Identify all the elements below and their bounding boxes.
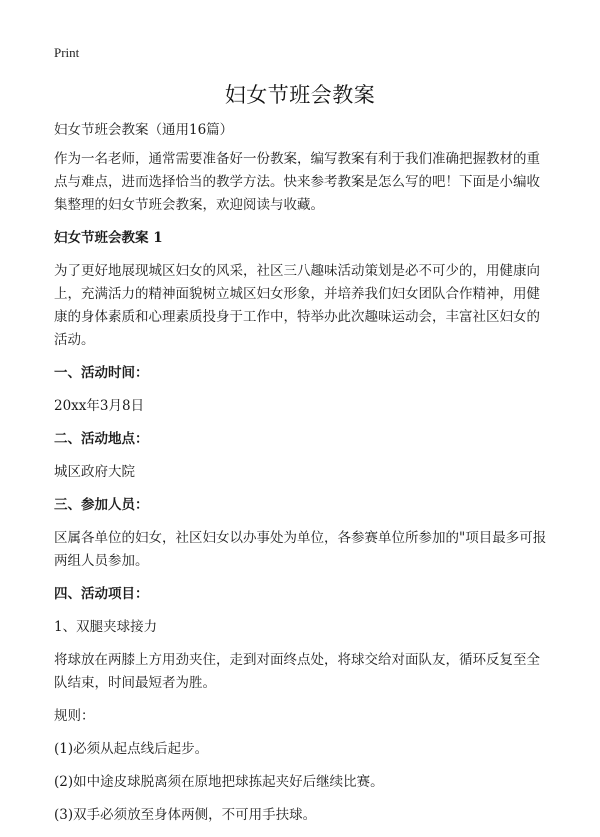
section-title: 妇女节班会教案 1	[54, 230, 163, 246]
heading-activity-place: 二、活动地点：	[54, 431, 149, 447]
heading-activity-items: 四、活动项目：	[54, 586, 149, 602]
intro-paragraph: 作为一名老师，通常需要准备好一份教案，编写教案有利于我们准确把握教材的重点与难点，进而选择恰当的教学方法。快来参考教案是怎么写的吧！下面是小编收集整理的妇女节班会教案，欢迎阅读与收藏。	[54, 151, 540, 213]
document-title: 妇女节班会教案	[224, 83, 376, 107]
activity-place-value: 城区政府大院	[54, 464, 135, 480]
heading-activity-time: 一、活动时间：	[54, 365, 149, 381]
rule-item: (1)必须从起点线后起步。	[54, 741, 209, 757]
activity-time-value: 20xx年3月8日	[54, 398, 145, 414]
item1-description: 将球放在两膝上方用劲夹住，走到对面终点处，将球交给对面队友，循环反复至全队结束，时间最短者为胜。	[54, 652, 540, 691]
participants-value: 区属各单位的妇女，社区妇女以办事处为单位，各参赛单位所参加的"项目最多可报两组人员参加。	[54, 530, 547, 569]
rule-item: (2)如中途皮球脱离须在原地把球拣起夹好后继续比赛。	[54, 774, 384, 790]
rule-item: (3)双手必须放至身体两侧，不可用手扶球。	[54, 807, 317, 823]
heading-participants: 三、参加人员：	[54, 497, 149, 513]
section-intro-paragraph: 为了更好地展现城区妇女的风采，社区三八趣味活动策划是必不可少的，用健康向上，充满活力的精神面貌树立城区妇女形象，并培养我们妇女团队合作精神，用健康的身体素质和心理素质投身于工作中，特举办此次趣味运动会，丰富社区妇女的活动。	[54, 263, 540, 348]
document-body	[54, 119, 550, 837]
item1-title: 1、双腿夹球接力	[54, 619, 158, 635]
document-subtitle: 妇女节班会教案（通用16篇）	[54, 122, 234, 138]
rules-label: 规则：	[54, 708, 95, 724]
print-link[interactable]: Print	[54, 45, 80, 60]
